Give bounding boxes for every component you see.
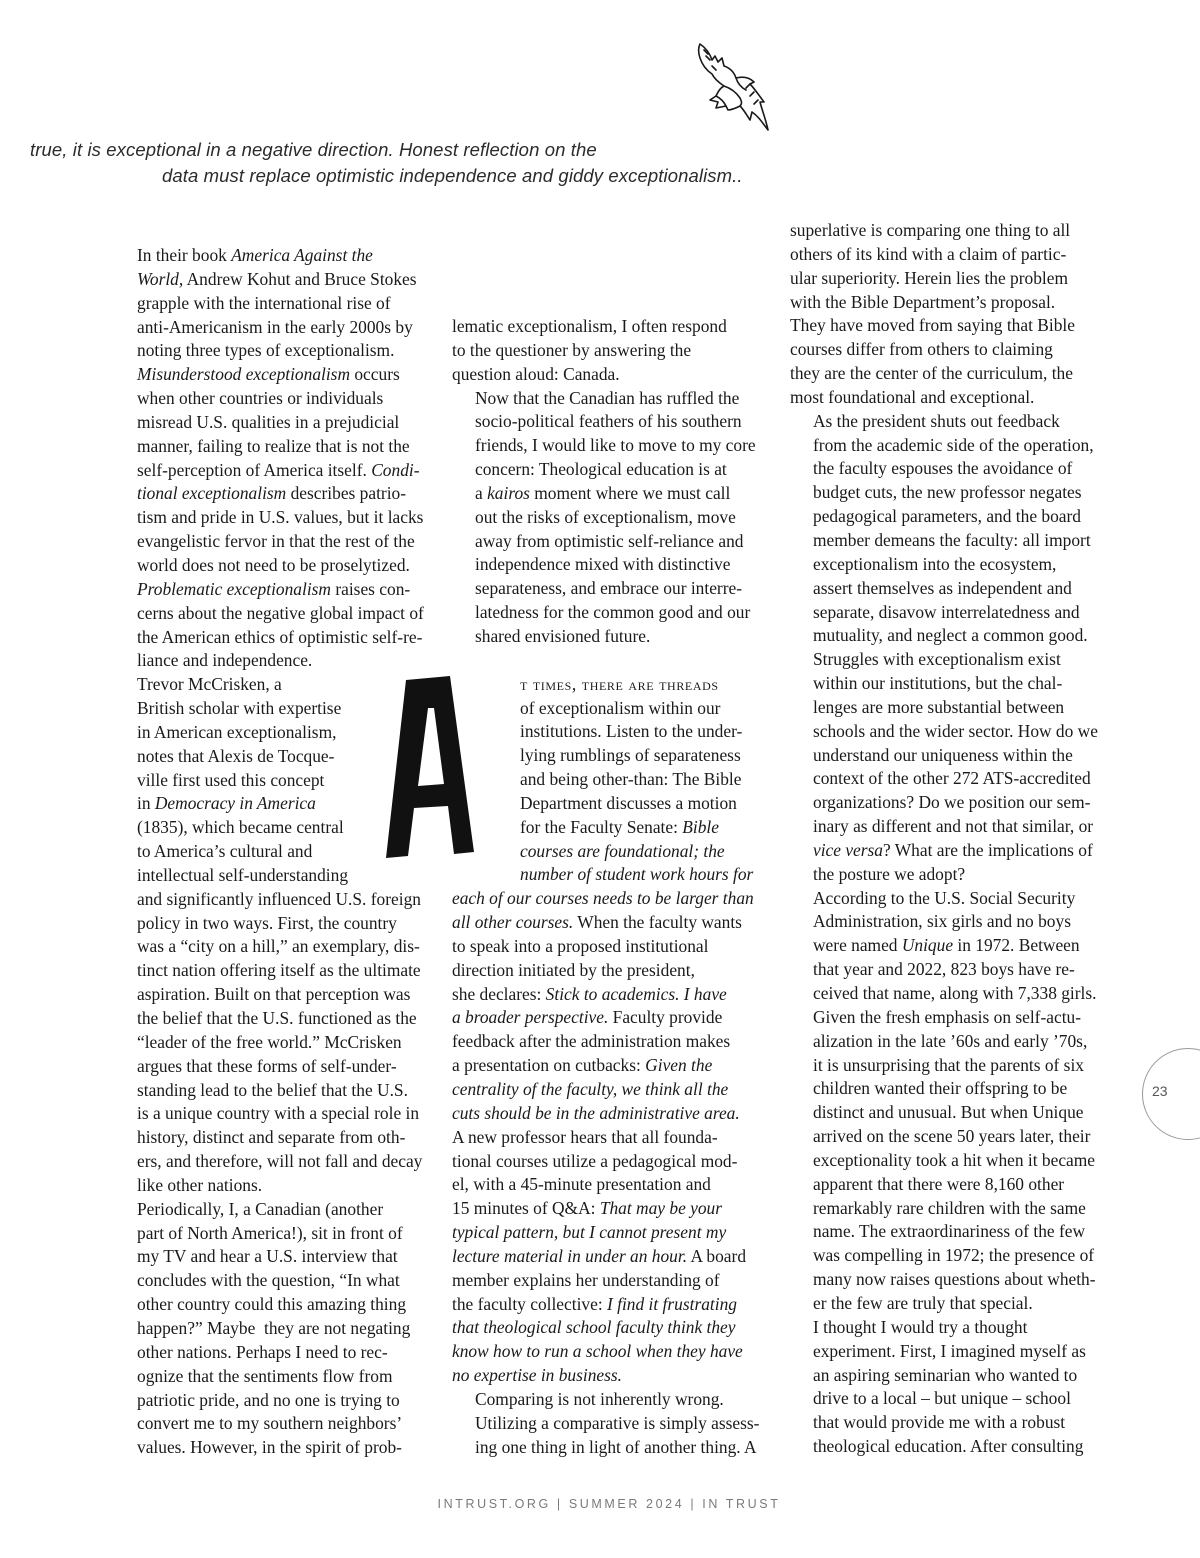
text-line: direction initiated by the president, <box>452 959 695 980</box>
quote-italic: all other courses. <box>452 912 574 933</box>
paragraph <box>452 673 772 1388</box>
text-line: concludes with the question, “In what <box>137 1270 400 1291</box>
text-line: out the risks of exceptionalism, move <box>475 506 736 527</box>
text-line: the posture we adopt? <box>813 863 966 884</box>
quote-italic: Stick to academics. I have <box>545 983 727 1004</box>
text-line: is a unique country with a special role in <box>137 1103 420 1124</box>
text-line: courses differ from others to claiming <box>790 339 1053 360</box>
text-line: context of the other 272 ATS-accredited <box>813 768 1091 789</box>
text-run: describes patrio- <box>286 483 407 504</box>
term: Unique <box>901 935 954 956</box>
text-run: In their book <box>137 245 232 265</box>
text-line: Comparing is not inherently wrong. <box>475 1388 724 1409</box>
text-run: raises con- <box>330 578 411 599</box>
text-line: manner, failing to realize that is not the <box>137 435 410 456</box>
text-run: Faculty provide <box>608 1007 723 1028</box>
text-line: A new professor hears that all founda- <box>452 1126 718 1147</box>
term: tional exceptionalism <box>137 483 287 504</box>
text-line: noting three types of exceptionalism. <box>137 340 395 361</box>
text-line: to speak into a proposed institutional <box>452 935 709 956</box>
text-line: most foundational and exceptional. <box>790 386 1035 407</box>
text-run: 15 minutes of Q&A: <box>452 1198 600 1219</box>
text-line: grapple with the international rise of <box>137 292 391 313</box>
text-line: As the president shuts out feedback <box>813 410 1060 431</box>
text-line: happen?” Maybe they are not negating <box>137 1317 411 1338</box>
book-title: Democracy in America <box>154 793 316 814</box>
text-run: for the Faculty Senate: <box>520 816 683 837</box>
pull-quote-line-1: true, it is exceptional in a negative direction. Honest reflection on the <box>30 139 597 160</box>
text-line: evangelistic fervor in that the rest of the <box>137 531 415 552</box>
text-line: argues that these forms of self-under- <box>137 1055 397 1076</box>
text-line: British scholar with expertise <box>137 698 342 719</box>
text-run: she declares: <box>452 983 546 1004</box>
paragraph <box>114 363 432 673</box>
text-line: they are the center of the curriculum, the <box>790 363 1073 384</box>
quote-italic: that theological school faculty think they <box>452 1317 736 1338</box>
text-run: moment where we must call <box>529 482 731 503</box>
text-line: away from optimistic self-reliance and <box>475 530 744 551</box>
text-line: separateness, and embrace our interre- <box>475 578 742 599</box>
text-line: with the Bible Department’s proposal. <box>790 291 1056 312</box>
text-line: I thought I would try a thought <box>813 1316 1028 1337</box>
text-line: others of its kind with a claim of partic- <box>790 243 1067 264</box>
text-line: other nations. Perhaps I need to rec- <box>137 1341 388 1362</box>
text-line: alization in the late ’60s and early ’70s, <box>813 1030 1088 1051</box>
text-line: policy in two ways. First, the country <box>137 912 397 933</box>
text-line: Department discusses a motion <box>520 792 737 813</box>
text-line: lematic exceptionalism, I often respond <box>452 316 727 336</box>
text-line: schools and the wider sector. How do we <box>813 720 1098 741</box>
text-line: separate, disavow interrelatedness and <box>813 601 1080 622</box>
quote-italic: a broader perspective. <box>452 1007 609 1028</box>
quote-italic: cuts should be in the administrative area. <box>452 1102 740 1123</box>
paragraph <box>790 410 1110 648</box>
text-line: and being other-than: The Bible <box>520 769 742 790</box>
text-line: standing lead to the belief that the U.S. <box>137 1079 408 1100</box>
text-line: inary as different and not that similar, or <box>813 816 1094 837</box>
text-line: Trevor McCrisken, a <box>137 674 282 695</box>
text-run: were named <box>813 935 902 956</box>
text-line: understand our uniqueness within the <box>813 744 1073 765</box>
text-line: from the academic side of the operation, <box>813 434 1094 455</box>
paragraph <box>790 1316 1110 1459</box>
text-line: children wanted their offspring to be <box>813 1078 1068 1099</box>
text-line: tional courses utilize a pedagogical mod- <box>452 1150 738 1171</box>
quote-italic: lecture material in under an hour. <box>452 1245 688 1266</box>
text-line: many now raises questions about wheth- <box>813 1269 1096 1290</box>
quote-italic: That may be your <box>599 1198 723 1219</box>
text-line: ing one thing in light of another thing. A <box>475 1436 757 1457</box>
text-line: budget cuts, the new professor negates <box>813 482 1082 503</box>
quote-italic: centrality of the faculty, we think all the <box>452 1079 729 1099</box>
text-line: ers, and therefore, will not fall and decay <box>137 1151 423 1172</box>
text-line: Struggles with exceptionalism exist <box>813 649 1061 670</box>
text-line: institutions. Listen to the under- <box>520 721 743 742</box>
text-line: notes that Alexis de Tocque- <box>137 745 335 766</box>
quote-italic: typical pattern, but I cannot present my <box>452 1222 727 1243</box>
text-line: to the questioner by answering the <box>452 339 692 360</box>
text-line: Given the fresh emphasis on self-actu- <box>813 1006 1082 1027</box>
text-line: independence mixed with distinctive <box>475 554 731 575</box>
quote-italic: Bible <box>682 816 719 837</box>
text-line: distinct and unusual. But when Unique <box>813 1102 1084 1123</box>
text-run: a presentation on cutbacks: <box>452 1055 646 1076</box>
text-line: patriotic pride, and no one is trying to <box>137 1389 400 1410</box>
paragraph <box>452 387 772 649</box>
paragraph <box>790 648 1110 886</box>
term: Condi- <box>371 459 420 480</box>
text-line: el, with a 45-minute presentation and <box>452 1174 711 1195</box>
text-run: ? What are the implications of <box>883 839 1093 860</box>
quote-italic: courses are foundational; the <box>520 840 725 861</box>
small-caps-lead: t times, there are threads <box>520 673 719 694</box>
text-line: exceptionalism into the ecosystem, <box>813 553 1057 574</box>
text-line: the American ethics of optimistic self-re- <box>137 626 423 647</box>
text-line: the faculty espouses the avoidance of <box>813 458 1073 479</box>
text-line: They have moved from saying that Bible <box>790 315 1075 336</box>
quote-italic: each of our courses needs to be larger than <box>452 888 754 909</box>
text-line: values. However, in the spirit of prob- <box>137 1437 402 1458</box>
text-line: member explains her understanding of <box>452 1269 720 1290</box>
text-line: (1835), which became central <box>137 817 344 838</box>
text-line: remarkably rare children with the same <box>813 1197 1086 1218</box>
text-line: liance and independence. <box>137 650 313 671</box>
text-line: socio-political feathers of his southern <box>475 411 742 432</box>
term: vice versa <box>813 839 884 860</box>
quote-italic: number of student work hours for <box>520 864 754 885</box>
paragraph <box>452 1388 772 1460</box>
text-line: convert me to my southern neighbors’ <box>137 1413 403 1434</box>
term: Problematic exceptionalism <box>137 578 331 599</box>
text-line: other country could this amazing thing <box>137 1294 407 1315</box>
text-line: intellectual self-understanding <box>137 864 349 885</box>
quote-italic: Given the <box>645 1055 713 1076</box>
text-run: in 1972. Between <box>953 935 1080 956</box>
text-run: occurs <box>350 364 400 385</box>
article-column-2 <box>452 315 772 1460</box>
text-line: name. The extraordinariness of the few <box>813 1221 1086 1242</box>
text-line: history, distinct and separate from oth- <box>137 1127 406 1148</box>
paragraph <box>790 219 1110 410</box>
article-column-3 <box>790 219 1110 1459</box>
text-line: when other countries or individuals <box>137 388 384 409</box>
text-line: Periodically, I, a Canadian (another <box>137 1198 384 1219</box>
text-line: part of North America!), sit in front of <box>137 1222 403 1243</box>
text-line: assert themselves as independent and <box>813 577 1072 598</box>
text-line: to America’s cultural and <box>137 841 313 862</box>
text-line: aspiration. Built on that perception was <box>137 984 411 1005</box>
text-line: cerns about the negative global impact of <box>137 602 424 623</box>
text-line: anti-Americanism in the early 2000s by <box>137 316 413 337</box>
paragraph <box>114 244 432 363</box>
text-line: er the few are truly that special. <box>813 1292 1033 1313</box>
text-line: concern: Theological education is at <box>475 459 727 480</box>
text-run: in <box>137 793 155 814</box>
page-number-circle <box>1142 1048 1200 1140</box>
paragraph <box>790 887 1110 1316</box>
book-title: World, <box>137 268 184 289</box>
term: Misunderstood exceptionalism <box>137 364 351 385</box>
text-line: was a “city on a hill,” an exemplary, dis- <box>137 936 420 957</box>
text-line: exceptionality took a hit when it became <box>813 1149 1096 1170</box>
text-run: the faculty collective: <box>452 1293 607 1314</box>
text-line: tinct nation offering itself as the ultimate <box>137 960 421 981</box>
text-line: an aspiring seminarian who wanted to <box>813 1364 1078 1385</box>
text-line: ville first used this concept <box>137 769 325 790</box>
text-line: Administration, six girls and no boys <box>813 911 1071 932</box>
bird-icon <box>688 40 770 134</box>
text-line: lying rumblings of separateness <box>520 745 741 766</box>
text-line: that year and 2022, 823 boys have re- <box>813 959 1075 980</box>
text-line: pedagogical parameters, and the board <box>813 506 1081 527</box>
text-line: organizations? Do we position our sem- <box>813 792 1091 813</box>
text-line: world does not need to be proselytized. <box>137 554 410 575</box>
text-line: member demeans the faculty: all import <box>813 529 1091 550</box>
quote-italic: no expertise in business. <box>452 1365 623 1386</box>
paragraph <box>452 315 772 387</box>
text-line: like other nations. <box>137 1174 263 1195</box>
text-line: tism and pride in U.S. values, but it lacks <box>137 507 424 528</box>
text-line: superlative is comparing one thing to all <box>790 220 1071 240</box>
text-line: it is unsurprising that the parents of six <box>813 1054 1084 1075</box>
footer: INTRUST.ORG | SUMMER 2024 | IN TRUST <box>437 1497 781 1511</box>
text-line: lenges are more substantial between <box>813 696 1065 717</box>
text-line: that would provide me with a robust <box>813 1412 1066 1433</box>
text-line: and significantly influenced U.S. foreign <box>137 888 421 909</box>
text-line: apparent that there were 8,160 other <box>813 1173 1065 1194</box>
text-line: friends, I would like to move to my core <box>475 435 756 456</box>
text-line: in American exceptionalism, <box>137 721 337 742</box>
text-line: of exceptionalism within our <box>520 697 721 718</box>
text-line: mutuality, and neglect a common good. <box>813 625 1088 646</box>
quote-italic: I find it frustrating <box>607 1293 737 1314</box>
text-line: the belief that the U.S. functioned as the <box>137 1008 417 1028</box>
text-run: Andrew Kohut and Bruce Stokes <box>183 268 417 289</box>
text-line: Now that the Canadian has ruffled the <box>475 387 740 408</box>
text-line: arrived on the scene 50 years later, their <box>813 1126 1091 1147</box>
text-line: Utilizing a comparative is simply assess- <box>475 1412 760 1433</box>
term: kairos <box>487 482 530 503</box>
text-line: question aloud: Canada. <box>452 363 620 384</box>
text-line: latedness for the common good and our <box>475 602 751 623</box>
text-line: feedback after the administration makes <box>452 1031 731 1052</box>
text-line: experiment. First, I imagined myself as <box>813 1340 1086 1361</box>
text-run: A board <box>687 1245 747 1266</box>
text-line: shared envisioned future. <box>475 625 651 646</box>
text-line: within our institutions, but the chal- <box>813 673 1063 694</box>
paragraph <box>114 1198 432 1460</box>
text-line: misread U.S. qualities in a prejudicial <box>137 411 400 432</box>
quote-italic: know how to run a school when they have <box>452 1341 743 1362</box>
text-line: ceived that name, along with 7,338 girls. <box>813 983 1097 1003</box>
page-number: 23 <box>1152 1083 1168 1099</box>
text-line: ognize that the sentiments flow from <box>137 1365 393 1386</box>
text-run: self-perception of America itself. <box>137 459 372 480</box>
text-run: a <box>475 482 488 503</box>
text-line: my TV and hear a U.S. interview that <box>137 1246 398 1267</box>
text-line: drive to a local – but unique – school <box>813 1388 1071 1409</box>
text-line: ular superiority. Herein lies the problem <box>790 267 1069 288</box>
text-run: When the faculty wants <box>573 912 742 933</box>
text-line: theological education. After consulting <box>813 1436 1084 1457</box>
text-line: was compelling in 1972; the presence of <box>813 1245 1095 1266</box>
text-line: “leader of the free world.” McCrisken <box>137 1031 402 1052</box>
book-title: America Against the <box>231 245 373 265</box>
text-line: According to the U.S. Social Security <box>813 887 1076 908</box>
pull-quote-line-2: data must replace optimistic independence and giddy exceptionalism.. <box>162 165 743 186</box>
